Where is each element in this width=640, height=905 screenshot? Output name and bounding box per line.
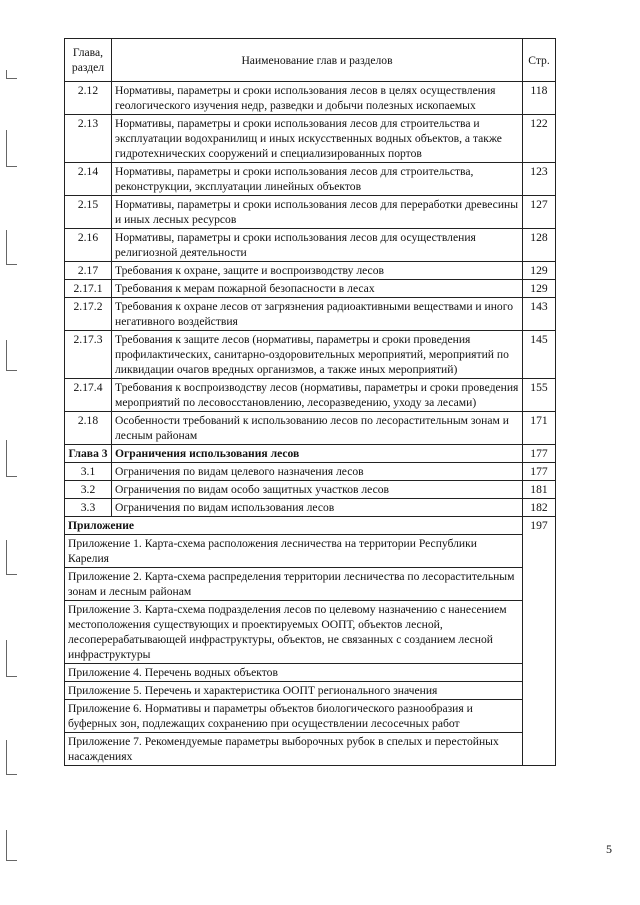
- chapter-row: [65, 445, 556, 463]
- table-row: [65, 379, 556, 412]
- row-page: 129: [523, 280, 556, 298]
- appendix-item: [65, 535, 556, 568]
- row-title: Нормативы, параметры и сроки использования лесов для строительства и эксплуатации водохранилищ и иных искусственных водных объектов, а также гидротехнических сооружений и специализированных портов: [112, 115, 523, 163]
- row-title: Требования к защите лесов (нормативы, параметры и сроки проведения профилактических, санитарно-оздоровительных мероприятий, мероприятий по ликвидации очагов вредных организмов, а также иных мероприятий): [112, 331, 523, 379]
- row-page: 127: [523, 196, 556, 229]
- table-row: [65, 481, 556, 499]
- table-header-row: [65, 39, 556, 82]
- row-title: Требования к воспроизводству лесов (нормативы, параметры и сроки проведения мероприятий по лесовосстановлению, лесоразведению, уходу за лесами): [112, 379, 523, 412]
- appendix-item-text: Приложение 3. Карта-схема подразделения лесов по целевому назначению с нанесением местоположения существующих и проектируемых ООПТ, объектов лесной, лесоперерабатывающей инфраструктуры, объектов, не связанных с созданием лесной инфраструктуры: [65, 601, 523, 664]
- row-num: 2.13: [65, 115, 112, 163]
- row-page: 128: [523, 229, 556, 262]
- binder-mark: [6, 540, 17, 575]
- binder-mark: [6, 740, 17, 775]
- row-page: 171: [523, 412, 556, 445]
- table-row: [65, 463, 556, 481]
- table-of-contents: [64, 38, 556, 766]
- row-page: 177: [523, 463, 556, 481]
- header-page: Стр.: [523, 39, 556, 82]
- header-title: Наименование глав и разделов: [112, 39, 523, 82]
- row-num: 3.1: [65, 463, 112, 481]
- row-num: 2.14: [65, 163, 112, 196]
- row-num: 2.15: [65, 196, 112, 229]
- appendix-item: [65, 568, 556, 601]
- table-row: [65, 298, 556, 331]
- row-num: 2.17.3: [65, 331, 112, 379]
- binder-mark: [6, 70, 17, 79]
- appendix-item: [65, 682, 556, 700]
- row-title: Требования к охране, защите и воспроизводству лесов: [112, 262, 523, 280]
- appendix-item-text: Приложение 2. Карта-схема распределения территории лесничества по лесорастительным зонам и лесным районам: [65, 568, 523, 601]
- row-num: 2.16: [65, 229, 112, 262]
- row-page: 118: [523, 82, 556, 115]
- row-title: Нормативы, параметры и сроки использования лесов для осуществления религиозной деятельности: [112, 229, 523, 262]
- row-title: Нормативы, параметры и сроки использования лесов в целях осуществления геологического изучения недр, разведки и добычи полезных ископаемых: [112, 82, 523, 115]
- binder-mark: [6, 230, 17, 265]
- chapter-num: Глава 3: [65, 445, 112, 463]
- row-title: Ограничения по видам использования лесов: [112, 499, 523, 517]
- binder-mark: [6, 340, 17, 371]
- row-title: Требования к охране лесов от загрязнения радиоактивными веществами и иного негативного воздействия: [112, 298, 523, 331]
- row-page: 122: [523, 115, 556, 163]
- binder-mark: [6, 830, 17, 861]
- appendix-item-text: Приложение 4. Перечень водных объектов: [65, 664, 523, 682]
- table-row: [65, 229, 556, 262]
- row-title: Нормативы, параметры и сроки использования лесов для строительства, реконструкции, эксплуатации линейных объектов: [112, 163, 523, 196]
- table-row: [65, 115, 556, 163]
- row-num: 2.17: [65, 262, 112, 280]
- appendix-item-text: Приложение 6. Нормативы и параметры объектов биологического разнообразия и буферных зон, подлежащих сохранению при осуществлении лесосечных работ: [65, 700, 523, 733]
- row-num: 2.18: [65, 412, 112, 445]
- table-row: [65, 331, 556, 379]
- row-title: Ограничения по видам особо защитных участков лесов: [112, 481, 523, 499]
- table-row: [65, 196, 556, 229]
- row-page: 181: [523, 481, 556, 499]
- appendix-page: 197: [523, 517, 556, 766]
- row-page: 145: [523, 331, 556, 379]
- appendix-item-text: Приложение 7. Рекомендуемые параметры выборочных рубок в спелых и перестойных насаждениях: [65, 733, 523, 766]
- table-row: [65, 412, 556, 445]
- row-num: 2.17.1: [65, 280, 112, 298]
- row-page: 182: [523, 499, 556, 517]
- table-row: [65, 280, 556, 298]
- appendix-header-row: [65, 517, 556, 535]
- chapter-title: Ограничения использования лесов: [112, 445, 523, 463]
- row-title: Особенности требований к использованию лесов по лесорастительным зонам и лесным районам: [112, 412, 523, 445]
- row-page: 129: [523, 262, 556, 280]
- row-page: 143: [523, 298, 556, 331]
- table-row: [65, 82, 556, 115]
- appendix-item: [65, 601, 556, 664]
- table-row: [65, 499, 556, 517]
- binder-mark: [6, 640, 17, 677]
- row-num: 2.17.2: [65, 298, 112, 331]
- row-page: 155: [523, 379, 556, 412]
- page-number: 5: [606, 842, 612, 856]
- chapter-page: 177: [523, 445, 556, 463]
- row-page: 123: [523, 163, 556, 196]
- header-num: Глава, раздел: [65, 39, 112, 82]
- row-num: 3.3: [65, 499, 112, 517]
- appendix-title: Приложение: [65, 517, 523, 535]
- row-num: 2.12: [65, 82, 112, 115]
- binder-marks: [6, 30, 32, 880]
- appendix-item: [65, 700, 556, 733]
- row-num: 3.2: [65, 481, 112, 499]
- table-row: [65, 163, 556, 196]
- table-row: [65, 262, 556, 280]
- appendix-item-text: Приложение 5. Перечень и характеристика ООПТ регионального значения: [65, 682, 523, 700]
- appendix-item: [65, 664, 556, 682]
- binder-mark: [6, 130, 17, 167]
- appendix-item-text: Приложение 1. Карта-схема расположения лесничества на территории Республики Карелия: [65, 535, 523, 568]
- binder-mark: [6, 440, 17, 477]
- row-title: Нормативы, параметры и сроки использования лесов для переработки древесины и иных лесных ресурсов: [112, 196, 523, 229]
- row-title: Ограничения по видам целевого назначения лесов: [112, 463, 523, 481]
- row-title: Требования к мерам пожарной безопасности в лесах: [112, 280, 523, 298]
- row-num: 2.17.4: [65, 379, 112, 412]
- appendix-item: [65, 733, 556, 766]
